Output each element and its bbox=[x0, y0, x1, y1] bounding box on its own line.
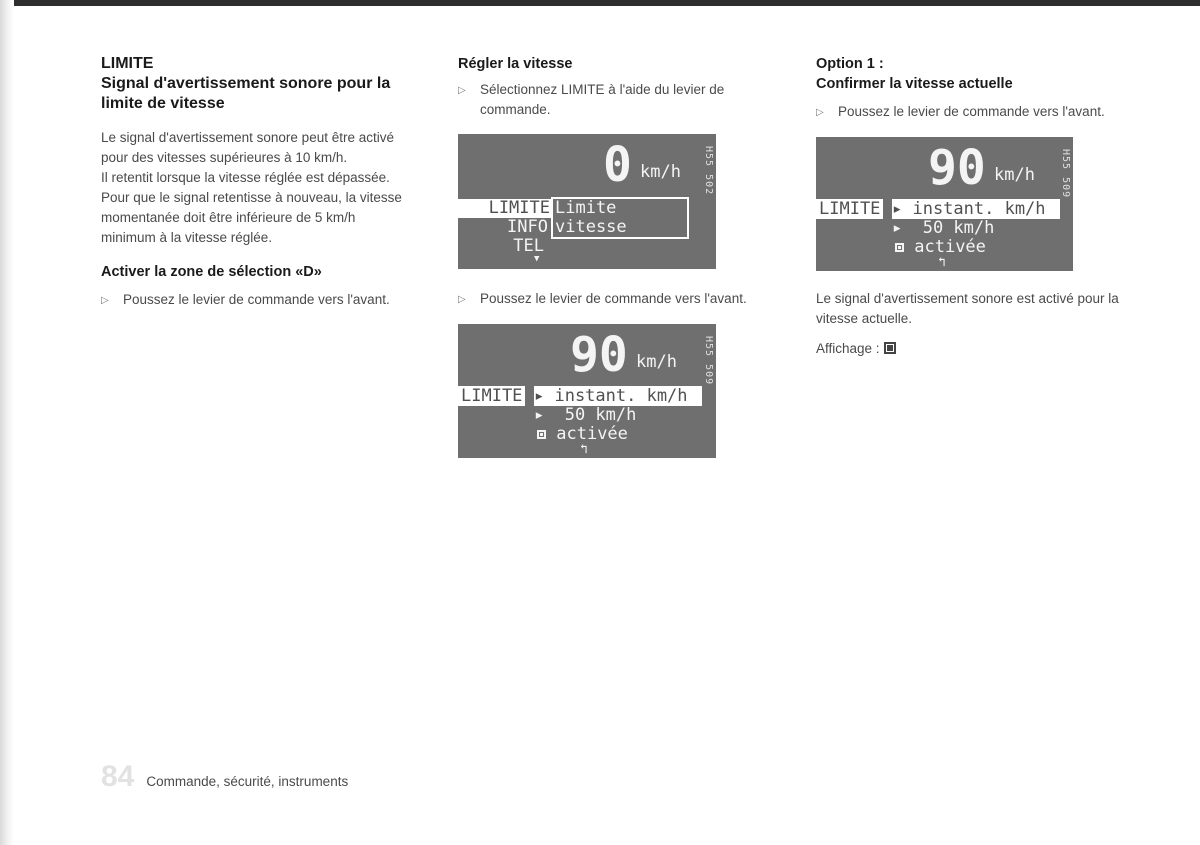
speed-readout: 0 bbox=[603, 137, 632, 193]
figure-code: H55 509 bbox=[703, 336, 714, 386]
instruction-step bbox=[816, 102, 1151, 123]
page-number: 84 bbox=[101, 760, 135, 793]
menu-item-limite: LIMITE bbox=[458, 199, 552, 218]
intro-line: Il retentit lorsque la vitesse réglée est dépassée. bbox=[101, 170, 390, 185]
column-right bbox=[816, 54, 1151, 359]
top-edge-bar bbox=[0, 0, 1200, 6]
back-arrow-icon: ↰ bbox=[580, 442, 588, 457]
display-screen-limit bbox=[458, 324, 716, 458]
screen-line-instant: ▸ instant. km/h bbox=[892, 199, 1060, 219]
display-screen-menu bbox=[458, 134, 716, 269]
triangle-bullet-icon: ▷ bbox=[816, 107, 824, 118]
instruction-step bbox=[101, 290, 436, 311]
column-left bbox=[101, 54, 436, 311]
page-footer bbox=[101, 760, 348, 794]
speed-unit: km/h bbox=[636, 352, 677, 372]
submenu-box bbox=[551, 197, 689, 239]
heading-confirm-speed: Confirmer la vitesse actuelle bbox=[816, 76, 1013, 92]
screen-line-instant: ▸ instant. km/h bbox=[534, 386, 702, 406]
intro-line: Pour que le signal retentisse à nouveau, la vitesse bbox=[101, 190, 402, 205]
screen-line-speed: ▸ 50 km/h bbox=[892, 218, 995, 238]
section-title-limite: LIMITE bbox=[101, 55, 154, 72]
figure-code: H55 509 bbox=[1060, 149, 1071, 199]
heading-option-1: Option 1 : bbox=[816, 56, 884, 72]
speed-unit: km/h bbox=[994, 165, 1035, 185]
display-screen-confirm bbox=[816, 137, 1073, 271]
instruction-text: Poussez le levier de commande vers l'avant. bbox=[838, 104, 1105, 119]
triangle-bullet-icon: ▷ bbox=[458, 85, 466, 96]
page-gutter-shadow bbox=[0, 0, 14, 845]
figure-code: H55 502 bbox=[703, 146, 714, 196]
menu-item-tel: TEL bbox=[513, 236, 544, 256]
speed-readout: 90 bbox=[570, 327, 628, 383]
instruction-text: Sélectionnez LIMITE à l'aide du levier de commande. bbox=[480, 82, 725, 117]
submenu-line: Limite bbox=[555, 198, 617, 218]
result-paragraph: Le signal d'avertissement sonore est activé pour la vitesse actuelle. bbox=[816, 291, 1119, 326]
back-arrow-icon: ↰ bbox=[938, 255, 946, 270]
heading-set-speed: Régler la vitesse bbox=[458, 56, 573, 72]
speed-readout: 90 bbox=[928, 140, 986, 196]
checkbox-icon bbox=[884, 342, 896, 354]
triangle-bullet-icon: ▷ bbox=[458, 294, 466, 305]
instruction-step bbox=[458, 289, 788, 310]
footer-section-title: Commande, sécurité, instruments bbox=[146, 774, 349, 789]
screen-line-status: activée bbox=[895, 237, 986, 257]
instruction-step bbox=[458, 80, 788, 120]
section-subtitle: Signal d'avertissement sonore pour la limite de vitesse bbox=[101, 75, 391, 112]
display-line bbox=[816, 339, 1151, 359]
checkbox-icon bbox=[537, 430, 546, 439]
heading-activate-zone: Activer la zone de sélection «D» bbox=[101, 264, 322, 280]
screen-line-speed: ▸ 50 km/h bbox=[534, 405, 637, 425]
menu-item-info: INFO bbox=[507, 217, 548, 237]
intro-line: momentanée doit être inférieure de 5 km/h bbox=[101, 210, 356, 225]
screen-menu bbox=[458, 199, 552, 256]
display-label: Affichage : bbox=[816, 341, 880, 356]
checkbox-icon bbox=[895, 243, 904, 252]
submenu-line: vitesse bbox=[555, 217, 627, 237]
scroll-down-icon: ▼ bbox=[534, 254, 540, 264]
intro-paragraph bbox=[101, 128, 436, 248]
screen-label-limite: LIMITE bbox=[816, 199, 883, 219]
column-middle bbox=[458, 54, 788, 458]
screen-line-status: activée bbox=[537, 424, 628, 444]
intro-line: Le signal d'avertissement sonore peut être activé bbox=[101, 130, 394, 145]
screen-label-limite: LIMITE bbox=[458, 386, 525, 406]
intro-line: pour des vitesses supérieures à 10 km/h. bbox=[101, 150, 348, 165]
instruction-text: Poussez le levier de commande vers l'avant. bbox=[123, 292, 390, 307]
intro-line: minimum à la vitesse réglée. bbox=[101, 230, 273, 245]
speed-unit: km/h bbox=[640, 162, 681, 182]
instruction-text: Poussez le levier de commande vers l'avant. bbox=[480, 291, 747, 306]
triangle-bullet-icon: ▷ bbox=[101, 295, 109, 306]
